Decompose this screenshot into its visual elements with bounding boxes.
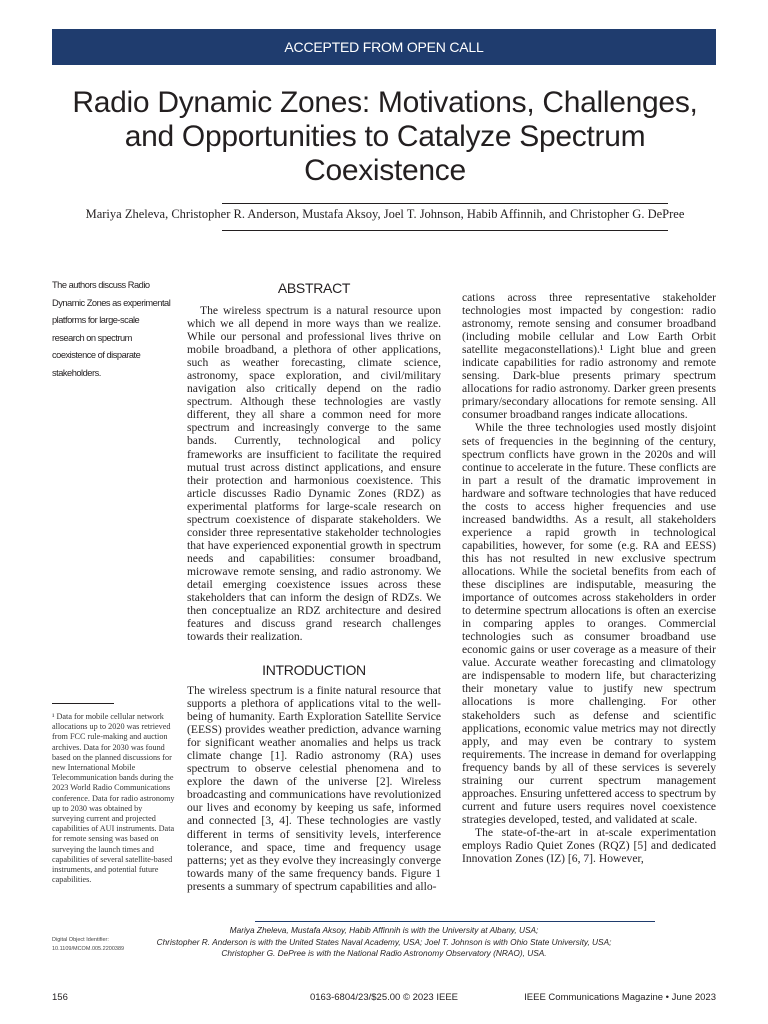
body-paragraph-1: cations across three representative stakeholder technologies most impacted by congestion: radio astronomy, remote sensing and consumer broadband (including mobile cellular and Low Earth Orbit satellite megaconstellations).¹ Light blue and green indicate capabilities for radio astronomy and remote sensing. Dark-blue presents primary spectrum allocations for radio astronomy. Darker green presents primary/secondary allocations for remote sensing. All consumer broadband ranges indicate allocations. <box>462 291 716 422</box>
doi-label: Digital Object Identifier: <box>52 937 109 943</box>
affiliation-line: Christopher R. Anderson is with the United States Naval Academy, USA; Joel T. Johnson is with Ohio State University, USA; <box>156 936 612 947</box>
issn-line: 0163-6804/23/$25.00 © 2023 IEEE <box>309 992 459 1003</box>
abstract-heading: ABSTRACT <box>277 280 351 296</box>
right-column <box>462 291 716 865</box>
section-banner <box>52 29 716 65</box>
body-paragraph-2: While the three technologies used mostly disjoint sets of frequencies in the beginning of the century, spectrum conflicts have grown in the 2020s and will continue to accelerate in the future. These conflicts are in part a result of the dramatic improvement in hardware and software technologies that have reduced the costs to access higher frequencies and use increased bandwidths. As a result, all stakeholders experience a rapid growth in technological capabilities, however, for some (e.g. RA and EESS) this has not resulted in new exclusive spectrum allocations. While the societal benefits from each of these disciplines are indisputable, measuring the importance of outcomes across stakeholders in order to determine spectrum allocations is often an exercise in comparing apples to oranges. Commercial technologies such as consumer broadband use economic gains or user coverage as a measure of their value. Accurate weather forecasting and climatology are indispensable to modern life, but characterizing their monetary value to justify new spectrum allocations is more challenging. For other stakeholders such as defense and scientific applications, economic value metrics may not directly apply, and may even be contrary to system requirements. The increase in demand for overlapping frequency bands by all of these services is severely straining our current spectrum management approaches. Ensuring unfettered access to spectrum by current and future users requires novel coexistence strategies developed, tested, and validated at scale. <box>462 421 717 826</box>
introduction-paragraph: The wireless spectrum is a finite natural resource that supports a plethora of applications vital to the well-being of humanity. Earth Exploration Satellite Service (EESS) provides weather prediction, advance warning for significant weather anomalies and helps us track climate change [1]. Radio astronomy (RA) uses spectrum to observe celestial phenomena and to explore the dawn of the universe [2]. Wireless broadcasting and communications have revolutionized our lives and economy by keeping us safe, informed and connected [3, 4]. These technologies are vastly different in terms of sensitivity levels, interference tolerance, and space, time and frequency usage patterns; yet as they evolve they increasingly converge towards many of the same frequency bands. Figure 1 presents a summary of spectrum capabilities and allo- <box>187 684 441 893</box>
title-divider-top <box>222 203 668 204</box>
introduction-column <box>187 684 441 893</box>
author-list: Mariya Zheleva, Christopher R. Anderson, Mustafa Aksoy, Joel T. Johnson, Habib Affinnih, and Christopher G. DePree <box>85 207 685 221</box>
abstract-column <box>187 304 441 643</box>
footnote: ¹ Data for mobile cellular network allocations up to 2020 was retrieved from FCC rule-making and auction archives. Data for 2030 was found based on the planned discussions for new International Mobile Telecommunication bands during the 2023 World Radio Communications conference. Data for radio astronomy up to 2030 was obtained by surveying current and projected capabilities of AUI instruments. Data for remote sensing was based on surveying the launch times and capabilities of several satellite-based instruments, and potential future capabilities. <box>52 712 175 885</box>
page-number: 156 <box>52 992 68 1003</box>
footnote-divider <box>52 703 114 704</box>
sidebar-summary: The authors discuss Radio Dynamic Zones as experimental platforms for large-scale research on spectrum coexistence of disparate stakeholders. <box>52 280 171 378</box>
introduction-heading: INTRODUCTION <box>262 662 366 678</box>
abstract-paragraph: The wireless spectrum is a natural resource upon which we all depend in more ways than we realize. While our personal and professional lives thrive on mobile broadband, a plethora of other applications, such as weather forecasting, climate science, astronomy, space exploration, and civil/military navigation also critically depend on the radio spectrum. Although these technologies are vastly different, they all share a common need for more spectrum and increasingly converge to the same bands. Currently, technological and policy frameworks are insufficient to facilitate the required mutual trust across distinct applications, and ensure their protection and harmonious coexistence. This article discusses Radio Dynamic Zones (RDZ) as experimental platforms for large-scale research on spectrum coexistence of disparate stakeholders. We consider three representative stakeholder technologies that have experienced exponential growth in spectrum needs and capabilities: consumer broadband, microwave remote sensing, and radio astronomy. We detail emerging coexistence issues across these stakeholders that can inform the design of RDZs. We then conceptualize an RDZ architecture and desired features and discuss grand research challenges towards their realization. <box>187 304 441 644</box>
affiliation-line: Christopher G. DePree is with the National Radio Astronomy Observatory (NRAO), USA. <box>221 948 547 958</box>
title-divider-bottom <box>222 230 668 231</box>
body-paragraph-3: The state-of-the-art in at-scale experimentation employs Radio Quiet Zones (RQZ) [5] and dedicated Innovation Zones (IZ) [6, 7]. However, <box>462 825 716 866</box>
banner-label: ACCEPTED FROM OPEN CALL <box>284 39 484 55</box>
affiliation-divider <box>255 921 655 922</box>
affiliation-line: Mariya Zheleva, Mustafa Aksoy, Habib Affinnih is with the University at Albany, USA; <box>229 925 539 935</box>
article-title: Radio Dynamic Zones: Motivations, Challenges, and Opportunities to Catalyze Spectrum Coexistence <box>72 86 698 187</box>
doi-value: 10.1109/MCOM.005.2200389 <box>52 946 125 952</box>
affiliations <box>120 925 648 960</box>
journal-line: IEEE Communications Magazine • June 2023 <box>524 992 716 1003</box>
